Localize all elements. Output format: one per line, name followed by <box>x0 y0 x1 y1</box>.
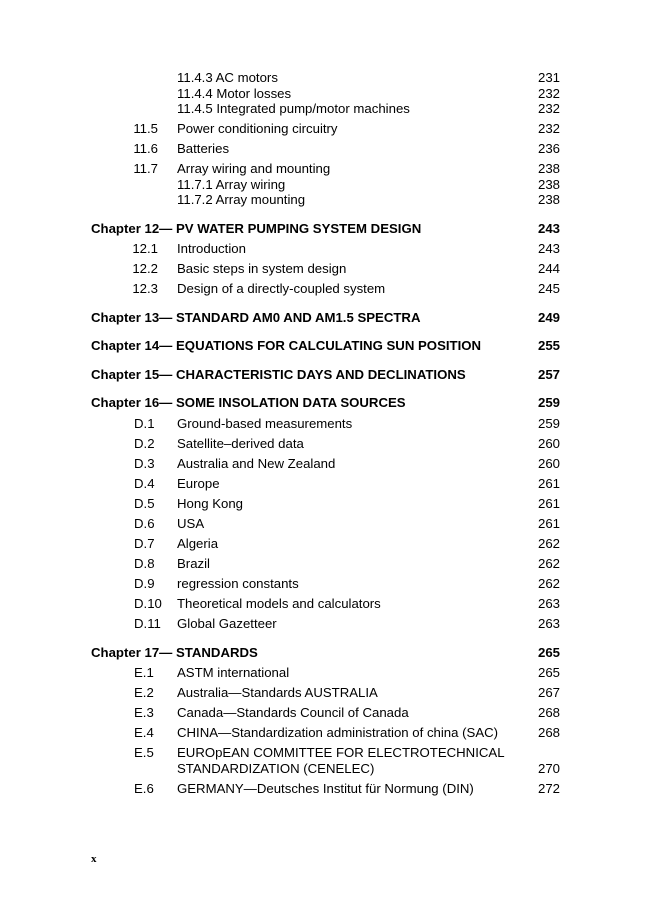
toc-entry-page-number: 268 <box>537 705 560 720</box>
toc-entry <box>0 436 660 452</box>
toc-entry <box>0 685 660 701</box>
toc-entry <box>0 665 660 681</box>
toc-entry-title: Batteries <box>177 141 230 156</box>
toc-entry <box>0 261 660 277</box>
toc-entry-title: Chapter 13— STANDARD AM0 AND AM1.5 SPECTRA <box>91 310 421 325</box>
toc-entry-number: 11.7 <box>133 161 158 176</box>
toc-entry-page-number: 244 <box>537 261 560 276</box>
toc-chapter-entry <box>0 367 660 383</box>
toc-entry-page-number: 261 <box>537 516 560 531</box>
toc-entry-title: Canada—Standards Council of Canada <box>177 705 409 720</box>
toc-entry-page-number: 232 <box>537 121 560 136</box>
toc-entry-page-number: 261 <box>537 496 560 511</box>
toc-entry-title: 11.7.1 Array wiring <box>177 177 286 192</box>
toc-entry <box>0 416 660 432</box>
toc-entry <box>0 496 660 512</box>
toc-entry-page-number: 267 <box>537 685 560 700</box>
toc-entry <box>0 70 660 86</box>
toc-entry <box>0 192 660 208</box>
toc-entry-number: D.6 <box>134 516 155 531</box>
toc-entry-title: CHINA—Standardization administration of china (SAC) <box>177 725 499 740</box>
toc-entry-title: GERMANY—Deutsches Institut für Normung (DIN) <box>177 781 474 796</box>
toc-entry <box>0 456 660 472</box>
toc-entry-title: ASTM international <box>177 665 290 680</box>
toc-entry-number: E.4 <box>134 725 154 740</box>
toc-entry-page-number: 262 <box>537 576 560 591</box>
toc-entry <box>0 101 660 117</box>
toc-entry <box>0 281 660 297</box>
toc-entry-title: Design of a directly-coupled system <box>177 281 386 296</box>
toc-entry-page-number: 255 <box>537 338 560 353</box>
toc-entry <box>0 536 660 552</box>
toc-entry-number: D.2 <box>134 436 155 451</box>
toc-entry-page-number: 236 <box>537 141 560 156</box>
toc-entry-title: Basic steps in system design <box>177 261 347 276</box>
toc-entry <box>0 161 660 177</box>
toc-entry-page-number: 249 <box>537 310 560 325</box>
toc-entry-number: E.3 <box>134 705 154 720</box>
toc-entry-title: Global Gazetteer <box>177 616 277 631</box>
toc-entry-number: D.8 <box>134 556 155 571</box>
toc-entry <box>0 616 660 632</box>
toc-entry-number: D.9 <box>134 576 155 591</box>
toc-entry-number: D.4 <box>134 476 155 491</box>
toc-entry-number: D.11 <box>134 616 161 631</box>
toc-entry-number: 12.3 <box>132 281 158 296</box>
toc-entry <box>0 177 660 193</box>
toc-entry-page-number: 260 <box>537 456 560 471</box>
toc-entry-page-number: 243 <box>537 241 560 256</box>
toc-entry-title: Chapter 14— EQUATIONS FOR CALCULATING SUN POSITION <box>91 338 482 353</box>
toc-entry-page-number: 262 <box>537 536 560 551</box>
toc-entry-number: D.1 <box>134 416 155 431</box>
toc-entry-title: regression constants <box>177 576 299 591</box>
toc-entry-title: 11.4.3 AC motors <box>177 70 278 85</box>
toc-entry-page-number: 259 <box>537 395 560 410</box>
toc-entry-page-number: 243 <box>537 221 560 236</box>
toc-entry-title: Chapter 16— SOME INSOLATION DATA SOURCES <box>91 395 406 410</box>
toc-entry-number: D.10 <box>134 596 162 611</box>
toc-entry-number: E.6 <box>134 781 154 796</box>
toc-entry-title: Australia and New Zealand <box>177 456 336 471</box>
toc-entry-title: Theoretical models and calculators <box>177 596 381 611</box>
toc-chapter-entry <box>0 221 660 237</box>
toc-entry <box>0 121 660 137</box>
toc-entry-number: D.5 <box>134 496 155 511</box>
toc-entry <box>0 781 660 797</box>
toc-chapter-entry <box>0 338 660 354</box>
toc-entry-title: Chapter 15— CHARACTERISTIC DAYS AND DECLINATIONS <box>91 367 466 382</box>
toc-entry-title: Australia—Standards AUSTRALIA <box>177 685 378 700</box>
toc-entry <box>0 705 660 721</box>
toc-entry-page-number: 232 <box>537 101 560 116</box>
toc-entry-number: 12.1 <box>132 241 158 256</box>
toc-entry-title: Ground-based measurements <box>177 416 353 431</box>
toc-entry-title: Algeria <box>177 536 219 551</box>
toc-entry <box>0 516 660 532</box>
toc-entry <box>0 241 660 257</box>
toc-entry-title: Power conditioning circuitry <box>177 121 338 136</box>
toc-entry-title: EUROpEAN COMMITTEE FOR ELECTROTECHNICAL <box>177 745 505 760</box>
toc-entry-page-number: 265 <box>537 665 560 680</box>
toc-entry-number: 11.5 <box>133 121 158 136</box>
toc-entry-page-number: 232 <box>537 86 560 101</box>
toc-entry-number: 11.6 <box>133 141 158 156</box>
toc-entry-title: 11.7.2 Array mounting <box>177 192 306 207</box>
toc-entry-title: Chapter 17— STANDARDS <box>91 645 258 660</box>
toc-entry-title: 11.4.5 Integrated pump/motor machines <box>177 101 410 116</box>
toc-entry-page-number: 270 <box>537 761 560 776</box>
toc-entry-number: D.7 <box>134 536 155 551</box>
toc-entry <box>0 556 660 572</box>
toc-entry-title: Array wiring and mounting <box>177 161 331 176</box>
toc-entry <box>0 725 660 741</box>
toc-entry-title: Chapter 12— PV WATER PUMPING SYSTEM DESIGN <box>91 221 422 236</box>
toc-entry-title: Brazil <box>177 556 210 571</box>
toc-entry-page-number: 261 <box>537 476 560 491</box>
toc-entry <box>0 576 660 592</box>
toc-entry-title: Introduction <box>177 241 246 256</box>
toc-chapter-entry <box>0 310 660 326</box>
toc-entry-number: E.1 <box>134 665 154 680</box>
toc-entry-page-number: 265 <box>537 645 560 660</box>
toc-entry <box>0 745 660 776</box>
toc-entry-page-number: 272 <box>537 781 560 796</box>
toc-entry-title: USA <box>177 516 205 531</box>
toc-entry <box>0 596 660 612</box>
toc-entry-number: 12.2 <box>132 261 158 276</box>
toc-entry-title: Hong Kong <box>177 496 243 511</box>
toc-entry-page-number: 259 <box>537 416 560 431</box>
toc-entry-page-number: 268 <box>537 725 560 740</box>
toc-entry-page-number: 263 <box>537 596 560 611</box>
toc-chapter-entry <box>0 395 660 411</box>
toc-entry-title: Europe <box>177 476 220 491</box>
toc-entry <box>0 86 660 102</box>
toc-entry-page-number: 238 <box>537 161 560 176</box>
toc-chapter-entry <box>0 645 660 661</box>
toc-entry-title-continued: STANDARDIZATION (CENELEC) <box>177 761 375 776</box>
toc-entry-title: Satellite–derived data <box>177 436 304 451</box>
toc-entry-page-number: 231 <box>537 70 560 85</box>
toc-entry-page-number: 245 <box>537 281 560 296</box>
toc-entry <box>0 141 660 157</box>
toc-entry-page-number: 260 <box>537 436 560 451</box>
page-folio: x <box>91 853 97 865</box>
toc-entry-page-number: 263 <box>537 616 560 631</box>
toc-entry-page-number: 238 <box>537 192 560 207</box>
toc-entry-page-number: 262 <box>537 556 560 571</box>
toc-entry-page-number: 257 <box>537 367 560 382</box>
toc-entry-number: E.5 <box>134 745 154 760</box>
toc-entry-title: 11.4.4 Motor losses <box>177 86 292 101</box>
toc-entry-number: D.3 <box>134 456 155 471</box>
toc-entry-page-number: 238 <box>537 177 560 192</box>
toc-entry-number: E.2 <box>134 685 154 700</box>
toc-entry <box>0 476 660 492</box>
